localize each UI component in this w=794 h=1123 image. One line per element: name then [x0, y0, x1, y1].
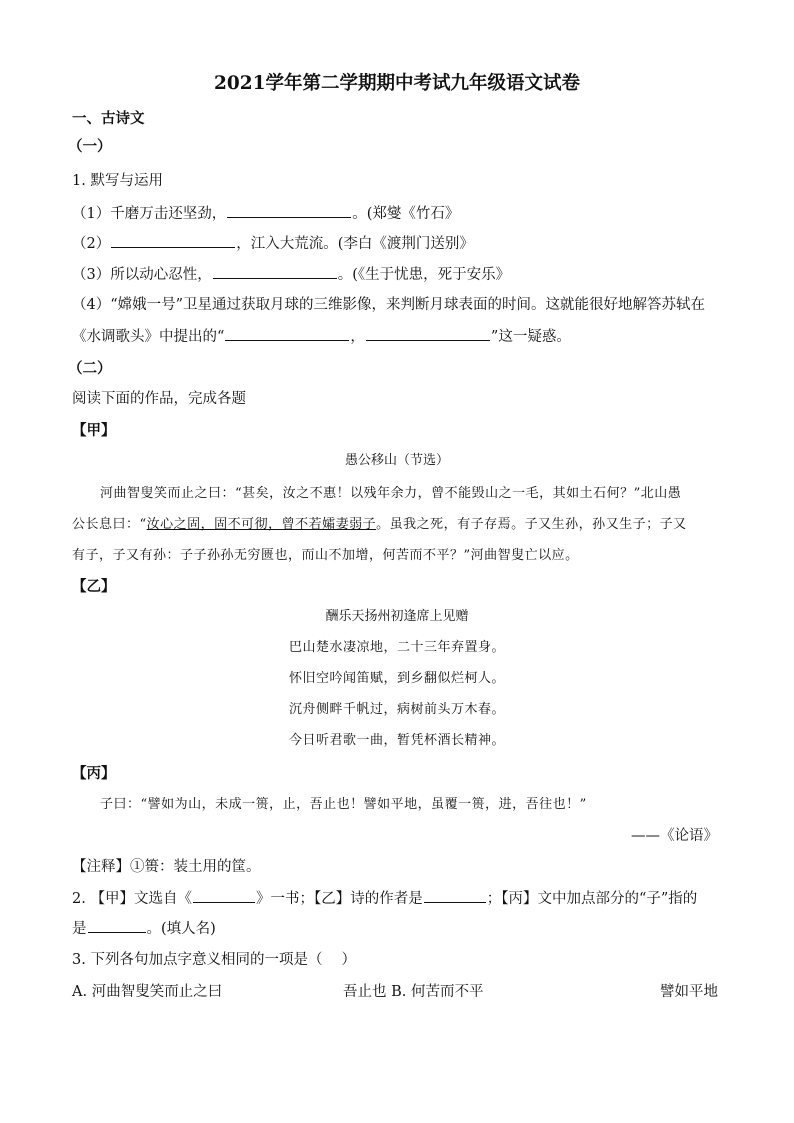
poem-line: 怀旧空吟闻笛赋，到乡翻似烂柯人。 [288, 671, 505, 686]
passage-jia-line-3: 有子，子又有孙：子子孙孙无穷匮也，而山不加增，何苦而不平？”河曲智叟亡以应。 [72, 548, 579, 563]
passage-bing-label: 【丙】 [72, 765, 116, 782]
item-4-prefix: 《水调歌头》中提出的“ [72, 329, 225, 345]
q2-part-e: 。(填人名) [146, 921, 216, 937]
item-2-suffix: ，江入大荒流。(李白《渡荆门送别》 [236, 236, 474, 252]
jia-line-2-start: 公长息曰：“ [72, 517, 147, 532]
part-two-heading: （二） [68, 360, 112, 377]
question-2-line-1 [72, 888, 697, 909]
option-a-middle: 吾止也 B. 何苦而不平 [343, 984, 484, 1000]
item-4-comma: ， [350, 329, 365, 345]
poem-line: 沉舟侧畔千帆过，病树前头万木春。 [288, 702, 505, 717]
question-1-item-2 [72, 233, 474, 254]
item-2-prefix: （2） [72, 236, 111, 252]
reading-instruction: 阅读下面的作品，完成各题 [72, 391, 246, 407]
q2-part-b: 》一书；【乙】诗的作者是 [255, 891, 423, 907]
passage-jia-line-2 [72, 515, 687, 535]
item-1-suffix: 。(郑燮《竹石》 [352, 206, 460, 222]
question-1-item-4-line-1: （4）“嫦娥一号”卫星通过获取月球的三维影像，来判断月球表面的时间。这就能很好地解答苏轼在 [72, 297, 706, 313]
option-a-left: A. 河曲智叟笑而止之曰 [72, 984, 223, 1000]
poem-yi-title: 酬乐天扬州初逢席上见赠 [325, 609, 469, 624]
answer-blank[interactable] [424, 888, 486, 903]
question-1-item-1 [72, 203, 459, 224]
passage-bing-text: 子曰：“譬如为山，未成一篑，止，吾止也！譬如平地，虽覆一篑，进，吾往也！” [100, 797, 587, 812]
jia-line-2-end: 。虽我之死，有子存焉。子又生孙，孙又生子；子又 [376, 517, 687, 532]
item-3-prefix: （3）所以动心忍性， [72, 267, 212, 283]
item-3-suffix: 。(《生于忧患，死于安乐》 [337, 267, 511, 283]
option-a-right: 譬如平地 [660, 984, 718, 1000]
question-2-line-2 [72, 918, 216, 939]
item-1-prefix: （1）千磨万击还坚劲， [72, 206, 227, 222]
question-1-heading: 1. 默写与运用 [72, 173, 163, 189]
underlined-sentence: 汝心之固，固不可彻，曾不若孀妻弱子 [146, 517, 377, 532]
q2-part-c: ；【丙】文中加点部分的“子”指的 [486, 891, 698, 907]
page-title: 2021学年第二学期期中考试九年级语文试卷 [214, 73, 580, 94]
passage-jia-line-1: 河曲智叟笑而止之曰：“甚矣，汝之不惠！以残年余力，曾不能毁山之一毛，其如土石何？”北山愚 [100, 486, 682, 501]
question-3-stem: 3. 下列各句加点字意义相同的一项是（ ） [72, 952, 357, 968]
passage-jia-title: 愚公移山（节选） [344, 453, 449, 468]
answer-blank[interactable] [88, 918, 146, 933]
passage-bing-source: ——《论语》 [631, 828, 718, 844]
q2-part-a: 2. 【甲】文选自《 [72, 891, 192, 907]
section-heading-ancient-poetry: 一、古诗文 [72, 110, 145, 127]
part-one-heading: （一） [68, 138, 112, 155]
answer-blank[interactable] [213, 264, 337, 279]
annotation-note: 【注释】①篑：装土用的筐。 [72, 859, 261, 875]
q2-part-d: 是 [72, 921, 87, 937]
answer-blank[interactable] [193, 888, 255, 903]
question-1-item-3 [72, 264, 510, 285]
passage-yi-label: 【乙】 [72, 578, 116, 595]
passage-jia-label: 【甲】 [72, 422, 116, 439]
answer-blank[interactable] [225, 326, 349, 341]
question-1-item-4-line-2 [72, 326, 571, 347]
answer-blank[interactable] [227, 203, 351, 218]
poem-line: 今日听君歌一曲，暂凭杯酒长精神。 [288, 733, 505, 748]
answer-blank[interactable] [111, 233, 235, 248]
answer-blank[interactable] [366, 326, 490, 341]
item-4-suffix: ”这一疑惑。 [490, 329, 571, 345]
poem-line: 巴山楚水凄凉地，二十三年弃置身。 [288, 640, 505, 655]
